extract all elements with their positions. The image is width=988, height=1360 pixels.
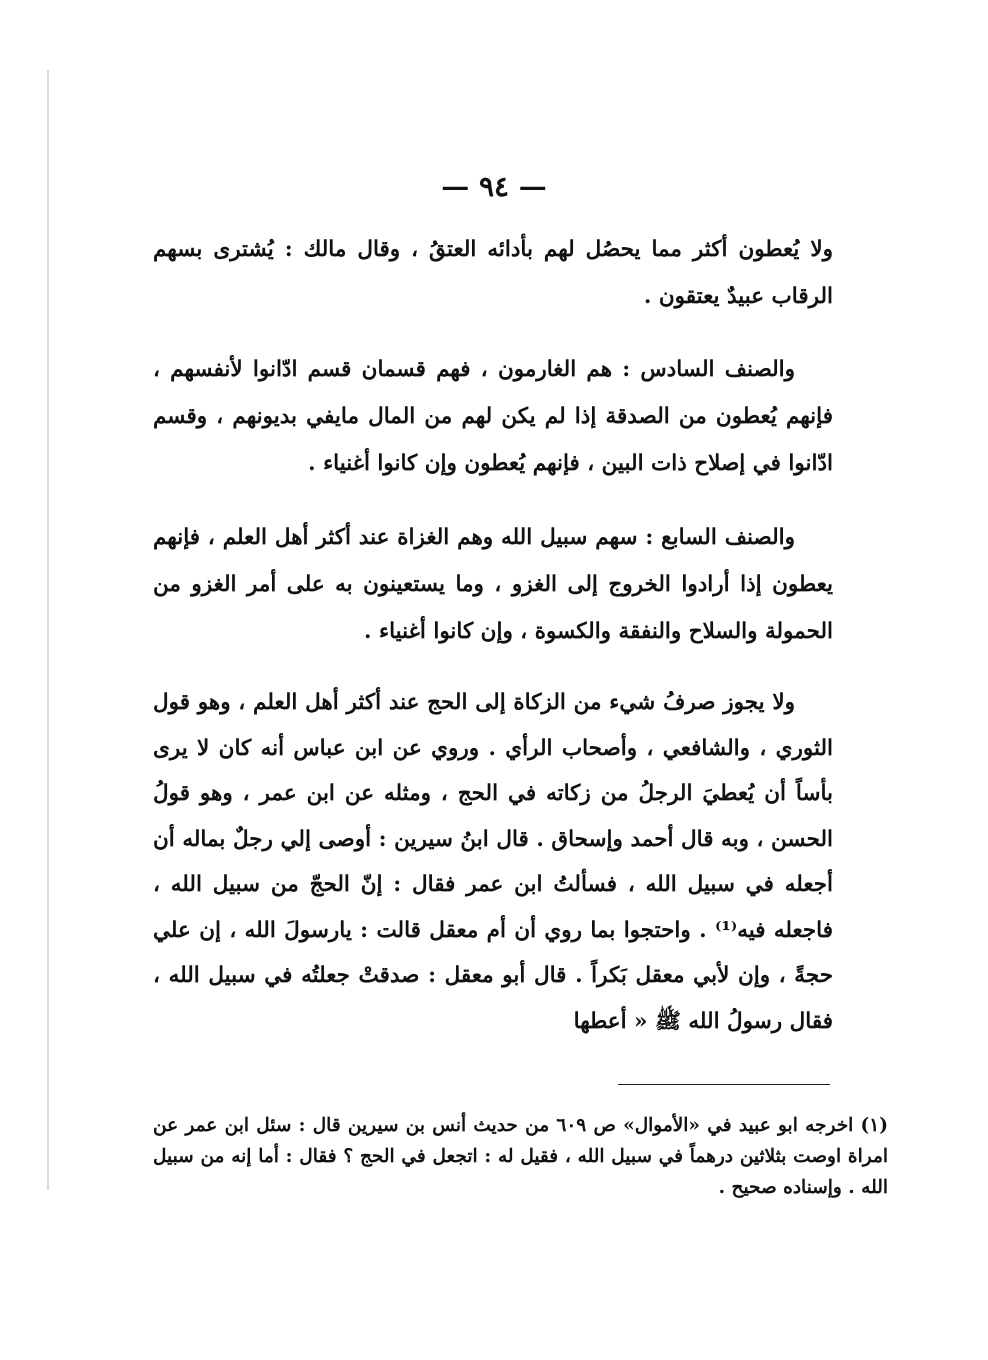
paragraph-3: والصنف السابع : سهم سبيل الله وهم الغزاة عند أكثر أهل العلم ، فإنهم يعطون إذا أرادوا الخروج إلى الغزو ، وما يستعينون به على أمر الغزو من الحمولة والسلاح والنفقة والكسوة ، وإن كانوا أغنياء . bbox=[153, 525, 833, 644]
footnote-divider bbox=[618, 1084, 830, 1085]
main-text-4 bbox=[153, 680, 833, 1044]
page-number: — ٩٤ — bbox=[441, 170, 547, 203]
paragraph-1: ولا يُعطون أكثر مما يحصُل لهم بأدائه العتقُ ، وقال مالك : يُشترى بسهم الرقاب عبيدٌ يعتقون . bbox=[153, 237, 833, 309]
main-text bbox=[153, 226, 833, 320]
footnote bbox=[153, 1110, 888, 1203]
main-text-3 bbox=[153, 514, 833, 655]
scan-edge-line bbox=[47, 70, 49, 1190]
main-text-2 bbox=[153, 346, 833, 487]
footnote-text: (١) اخرجه ابو عبيد في «الأموال» ص ٦٠٩ من حديث أنس بن سيرين قال : سئل ابن عمر عن امراة اوصت بثلاثين درهماً في سبيل الله ، فقيل له : اتجعل في الحج ؟ فقال : أما إنه من سبيل الله . وإسناده صحيح . bbox=[153, 1115, 888, 1198]
paragraph-2: والصنف السادس : هم الغارمون ، فهم قسمان قسم ادّانوا لأنفسهم ، فإنهم يُعطون من الصدقة إذا لم يكن لهم من المال مايفي بديونهم ، وقسم ادّانوا في إصلاح ذات البين ، فإنهم يُعطون وإن كانوا أغنياء . bbox=[153, 357, 833, 476]
paragraph-4: ولا يجوز صرفُ شيء من الزكاة إلى الحج عند أكثر أهل العلم ، وهو قول الثوري ، والشافعي ، وأصحاب الرأي . وروي عن ابن عباس أنه كان لا يرى بأساً أن يُعطيَ الرجلُ من زكاته في الحج ، ومثله عن ابن عمر ، وهو قولُ الحسن ، وبه قال أحمد وإسحاق . قال ابنُ سيرين : أوصى إلي رجلٌ بماله أن أجعله في سبيل الله ، فسألتُ ابن عمر فقال : إنّ الحجّ من سبيل الله ، فاجعله فيه⁽¹⁾ . واحتجوا بما روي أن أم معقل قالت : يارسولَ الله ، إن علي حجةً ، وإن لأبي معقل بَكراً . قال أبو معقل : صدقتْ جعلتُه في سبيل الله ، فقال رسولُ الله ﷺ « أعطها bbox=[153, 690, 833, 1034]
